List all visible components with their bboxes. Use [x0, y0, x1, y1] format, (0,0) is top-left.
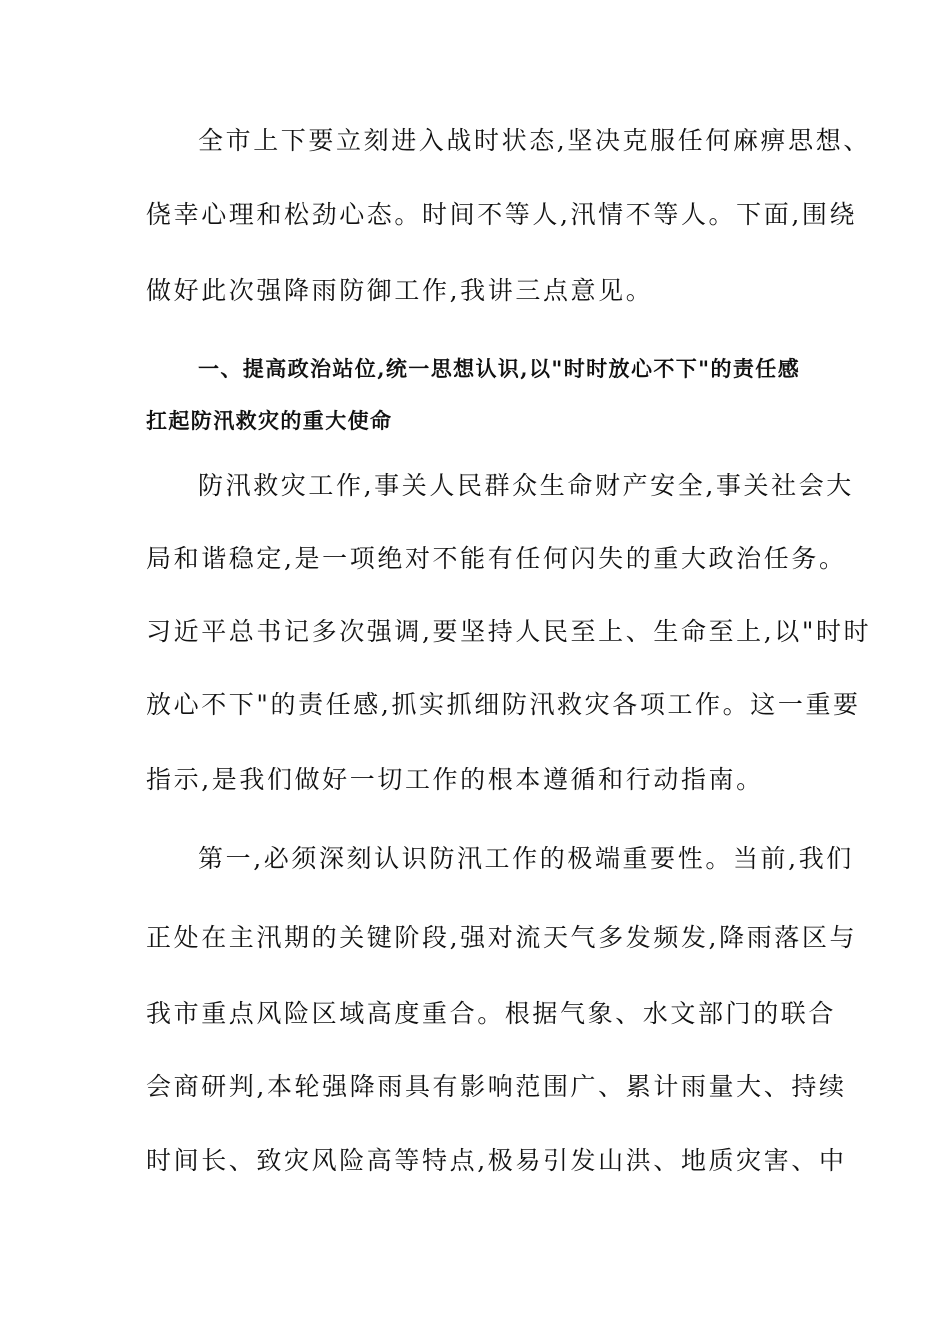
paragraph-line: 放心不下"的责任感,抓实抓细防汛救灾各项工作。这一重要 — [146, 690, 861, 719]
paragraph-line: 会商研判,本轮强降雨具有影响范围广、累计雨量大、持续 — [146, 1072, 847, 1101]
paragraph-line: 第一,必须深刻认识防汛工作的极端重要性。当前,我们 — [198, 844, 854, 873]
paragraph-line: 全市上下要立刻进入战时状态,坚决克服任何麻痹思想、 — [198, 126, 871, 155]
paragraph-line: 防汛救灾工作,事关人民群众生命财产安全,事关社会大 — [198, 471, 854, 500]
paragraph-line: 我市重点风险区域高度重合。根据气象、水文部门的联合 — [146, 999, 837, 1028]
paragraph-line: 做好此次强降雨防御工作,我讲三点意见。 — [146, 276, 654, 305]
paragraph-line: 时间长、致灾风险高等特点,极易引发山洪、地质灾害、中 — [146, 1146, 847, 1175]
paragraph-line: 侥幸心理和松劲心态。时间不等人,汛情不等人。下面,围绕 — [146, 200, 858, 229]
section-heading-line: 扛起防汛救灾的重大使命 — [146, 408, 393, 433]
paragraph-line: 习近平总书记多次强调,要坚持人民至上、生命至上,以"时时 — [146, 617, 872, 646]
section-heading-line: 一、提高政治站位,统一思想认识,以"时时放心不下"的责任感 — [198, 356, 801, 381]
paragraph-line: 局和谐稳定,是一项绝对不能有任何闪失的重大政治任务。 — [146, 544, 847, 573]
paragraph-line: 指示,是我们做好一切工作的根本遵循和行动指南。 — [146, 765, 764, 794]
paragraph-line: 正处在主汛期的关键阶段,强对流天气多发频发,降雨落区与 — [146, 923, 858, 952]
